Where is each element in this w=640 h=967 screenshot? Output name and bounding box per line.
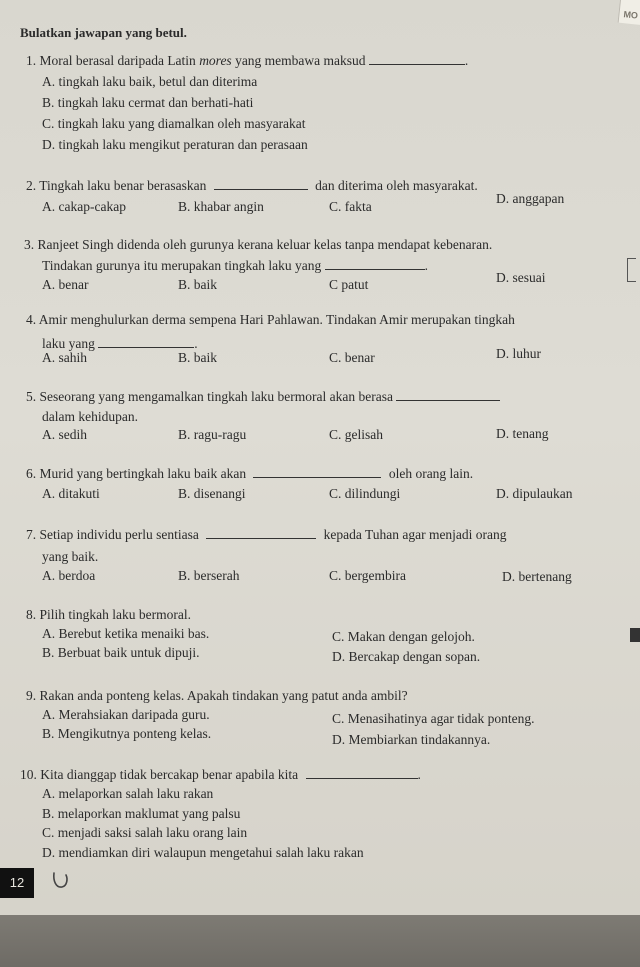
question-9-option-c[interactable]: C. Menasihatinya agar tidak ponteng.: [332, 711, 535, 726]
question-8-option-b[interactable]: B. Berbuat baik untuk dipuji.: [42, 645, 200, 660]
question-10-option-a[interactable]: A. melaporkan salah laku rakan: [42, 786, 214, 801]
question-5-option-d[interactable]: D. tenang: [496, 426, 549, 441]
answer-blank: [206, 537, 316, 539]
question-4-option-a[interactable]: A. sahih: [42, 350, 87, 365]
question-7-stem: 7. Setiap individu perlu sentiasa kepada Tuhan agar menjadi orang: [26, 527, 507, 542]
question-6-stem: 6. Murid yang bertingkah laku baik akan oleh orang lain.: [26, 466, 474, 481]
question-1-option-c[interactable]: C. tingkah laku yang diamalkan oleh masyarakat: [42, 116, 306, 131]
question-3-stem-line-2: Tindakan gurunya itu merupakan tingkah laku yang .: [42, 258, 428, 273]
question-4-option-d[interactable]: D. luhur: [496, 346, 541, 361]
question-9-option-b[interactable]: B. Mengikutnya ponteng kelas.: [42, 726, 212, 741]
question-3-option-c[interactable]: C patut: [329, 277, 369, 292]
question-6-option-c[interactable]: C. dilindungi: [329, 486, 401, 501]
question-9-option-a[interactable]: A. Merahsiakan daripada guru.: [42, 707, 210, 722]
answer-blank: [369, 63, 465, 65]
question-10-option-d[interactable]: D. mendiamkan diri walaupun mengetahui salah laku rakan: [42, 845, 364, 860]
question-2-stem: 2. Tingkah laku benar berasaskan dan diterima oleh masyarakat.: [26, 178, 478, 193]
question-3-option-d[interactable]: D. sesuai: [496, 270, 546, 285]
question-10-stem: 10. Kita dianggap tidak bercakap benar apabila kita .: [20, 767, 421, 782]
question-5-option-a[interactable]: A. sedih: [42, 427, 87, 442]
question-8-stem: 8. Pilih tingkah laku bermoral.: [26, 607, 191, 622]
question-1-option-b[interactable]: B. tingkah laku cermat dan berhati-hati: [42, 95, 254, 110]
question-1-option-d[interactable]: D. tingkah laku mengikut peraturan dan perasaan: [42, 137, 308, 152]
page-edge-mark: [627, 258, 636, 282]
answer-blank: [306, 777, 418, 779]
question-1-option-a[interactable]: A. tingkah laku baik, betul dan diterima: [42, 74, 258, 89]
page-edge-mark: [630, 628, 640, 642]
corner-label: MO: [618, 0, 640, 25]
answer-blank: [214, 188, 308, 190]
question-4-stem-line-2: laku yang .: [42, 336, 198, 351]
answer-blank: [98, 346, 194, 348]
question-7-option-a[interactable]: A. berdoa: [42, 568, 96, 583]
question-6-option-b[interactable]: B. disenangi: [178, 486, 246, 501]
question-7-option-c[interactable]: C. bergembira: [329, 568, 406, 583]
question-10-option-c[interactable]: C. menjadi saksi salah laku orang lain: [42, 825, 248, 840]
question-1-stem: 1. Moral berasal daripada Latin mores yang membawa maksud .: [26, 53, 469, 68]
question-7-option-b[interactable]: B. berserah: [178, 568, 240, 583]
handwritten-mark-icon: [50, 869, 72, 891]
question-6-option-d[interactable]: D. dipulaukan: [496, 486, 573, 501]
instruction-heading: Bulatkan jawapan yang betul.: [20, 25, 187, 40]
question-3-option-a[interactable]: A. benar: [42, 277, 89, 292]
question-7-option-d[interactable]: D. bertenang: [502, 569, 572, 584]
question-5-option-c[interactable]: C. gelisah: [329, 427, 383, 442]
question-4-stem-line-1: 4. Amir menghulurkan derma sempena Hari Pahlawan. Tindakan Amir merupakan tingkah: [26, 312, 515, 327]
question-8-option-c[interactable]: C. Makan dengan gelojoh.: [332, 629, 475, 644]
question-2-option-c[interactable]: C. fakta: [329, 199, 372, 214]
question-9-stem: 9. Rakan anda ponteng kelas. Apakah tindakan yang patut anda ambil?: [26, 688, 408, 703]
question-10-option-b[interactable]: B. melaporkan maklumat yang palsu: [42, 806, 241, 821]
question-3-stem-line-1: 3. Ranjeet Singh didenda oleh gurunya kerana keluar kelas tanpa mendapat kebenaran.: [24, 237, 493, 252]
question-6-option-a[interactable]: A. ditakuti: [42, 486, 100, 501]
question-2-option-b[interactable]: B. khabar angin: [178, 199, 264, 214]
answer-blank: [253, 476, 381, 478]
question-2-option-d[interactable]: D. anggapan: [496, 191, 565, 206]
question-3-option-b[interactable]: B. baik: [178, 277, 217, 292]
question-2-option-a[interactable]: A. cakap-cakap: [42, 199, 126, 214]
answer-blank: [325, 268, 425, 270]
question-8-option-d[interactable]: D. Bercakap dengan sopan.: [332, 649, 481, 664]
question-5-option-b[interactable]: B. ragu-ragu: [178, 427, 247, 442]
question-8-option-a[interactable]: A. Berebut ketika menaiki bas.: [42, 626, 210, 641]
question-5-stem: 5. Seseorang yang mengamalkan tingkah laku bermoral akan berasa: [26, 390, 500, 404]
page-number: 12: [0, 868, 34, 898]
desk-surface: [0, 915, 640, 967]
question-5-stem-line-2: dalam kehidupan.: [42, 409, 138, 424]
question-4-option-c[interactable]: C. benar: [329, 350, 375, 365]
question-9-option-d[interactable]: D. Membiarkan tindakannya.: [332, 732, 491, 747]
question-7-stem-line-2: yang baik.: [42, 549, 99, 564]
answer-blank: [396, 399, 500, 401]
question-4-option-b[interactable]: B. baik: [178, 350, 217, 365]
